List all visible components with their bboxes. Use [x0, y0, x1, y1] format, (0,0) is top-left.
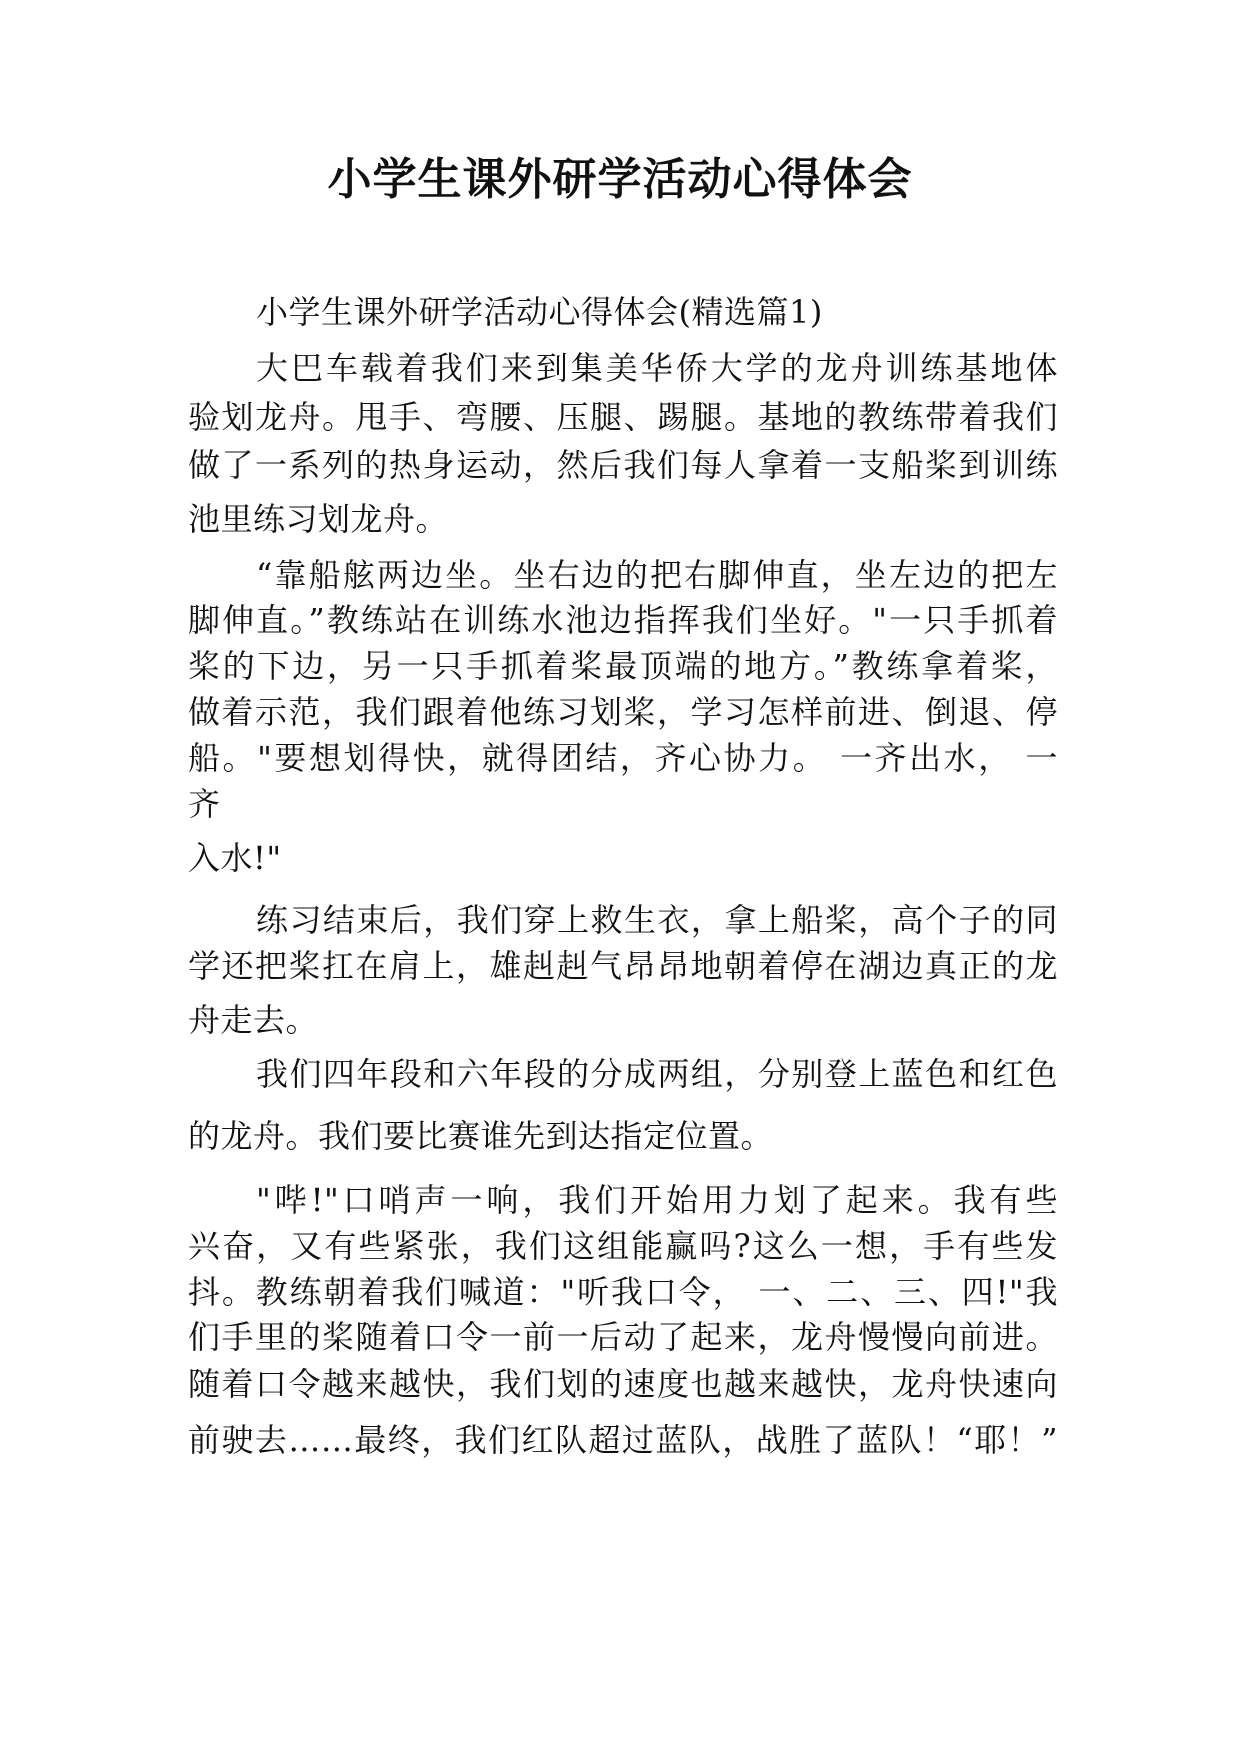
text-line: 兴奋，又有些紧张，我们这组能赢吗?这么一想，手有些发	[188, 1227, 1058, 1265]
text-line: 做着示范，我们跟着他练习划桨，学习怎样前进、倒退、停	[188, 693, 1058, 731]
text-line: 大巴车载着我们来到集美华侨大学的龙舟训练基地体	[256, 349, 1058, 387]
text-line: 验划龙舟。甩手、弯腰、压腿、踢腿。基地的教练带着我们	[188, 398, 1058, 436]
text-line: 抖。教练朝着我们喊道："听我口令， 一、二、三、四!"我	[188, 1273, 1058, 1311]
page-title: 小学生课外研学活动心得体会	[327, 154, 913, 205]
text-line: 做了一系列的热身运动，然后我们每人拿着一支船桨到训练	[188, 446, 1058, 484]
text-line: 随着口令越来越快，我们划的速度也越来越快，龙舟快速向	[188, 1365, 1058, 1403]
text-line: 桨的下边，另一只手抓着桨最顶端的地方。”教练拿着桨，	[188, 647, 1058, 685]
text-line: 们手里的桨随着口令一前一后动了起来，龙舟慢慢向前进。	[188, 1318, 1058, 1356]
text-line: 舟走去。	[188, 1001, 319, 1039]
text-line: 前驶去……最终，我们红队超过蓝队，战胜了蓝队！“耶！”	[188, 1421, 1058, 1459]
text-line: 齐	[188, 785, 221, 823]
text-line: 船。"要想划得快，就得团结，齐心协力。 一齐出水， 一	[188, 739, 1058, 777]
section-heading: 小学生课外研学活动心得体会(精选篇1)	[256, 293, 823, 331]
text-line: 练习结束后，我们穿上救生衣，拿上船桨，高个子的同	[256, 901, 1058, 939]
text-line: “靠船舷两边坐。坐右边的把右脚伸直，坐左边的把左	[256, 556, 1058, 594]
text-line: 学还把桨扛在肩上，雄赳赳气昂昂地朝着停在湖边真正的龙	[188, 947, 1058, 985]
text-line: 入水!"	[188, 839, 282, 877]
text-line: 的龙舟。我们要比赛谁先到达指定位置。	[188, 1117, 774, 1155]
text-line: 池里练习划龙舟。	[188, 500, 449, 538]
text-line: 脚伸直。”教练站在训练水池边指挥我们坐好。"一只手抓着	[188, 601, 1058, 639]
text-line: "哔!"口哨声一响，我们开始用力划了起来。我有些	[256, 1181, 1058, 1219]
text-line: 我们四年段和六年段的分成两组，分别登上蓝色和红色	[256, 1055, 1058, 1093]
